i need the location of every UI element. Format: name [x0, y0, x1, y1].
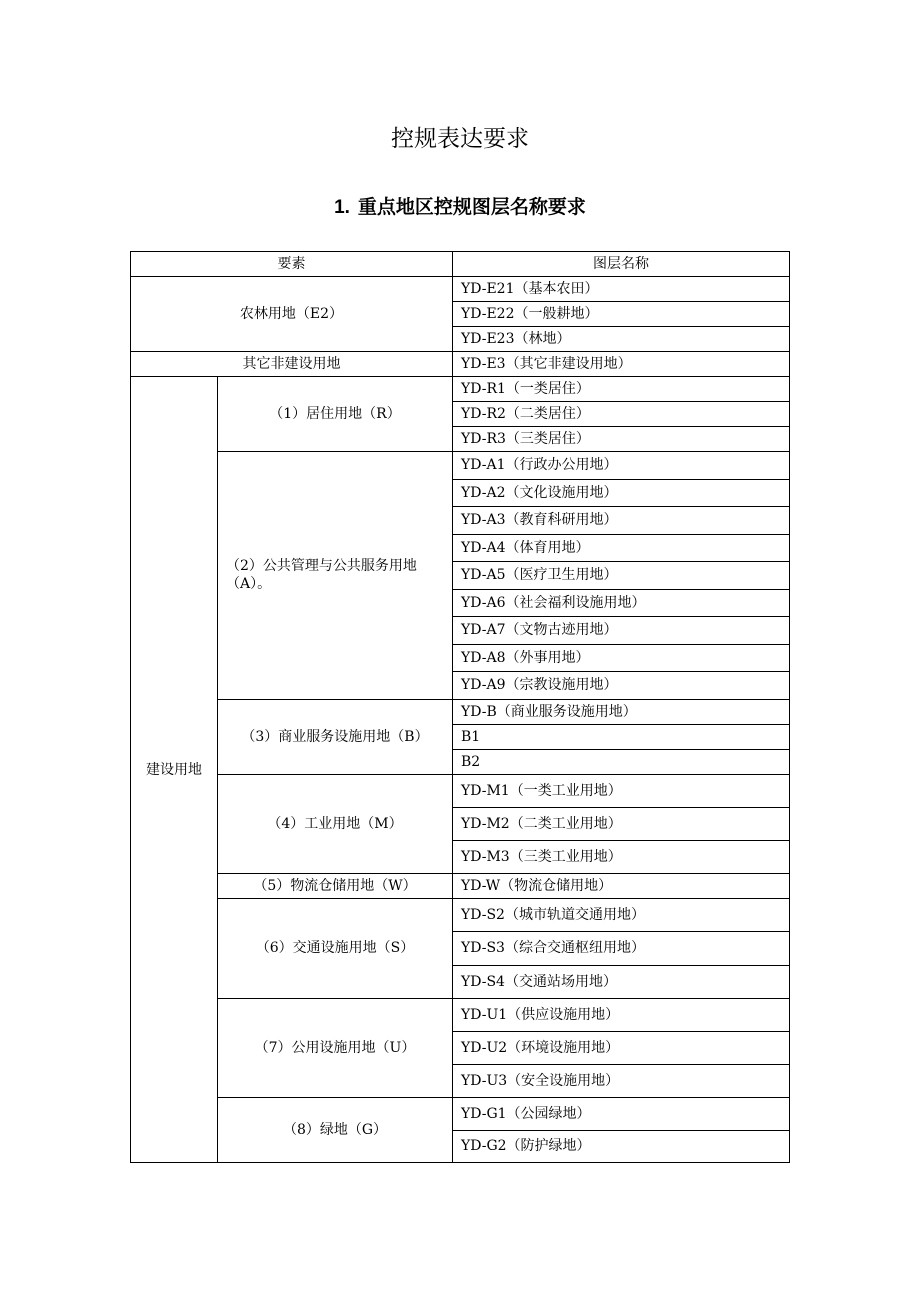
layer-name-cell: YD-W（物流仓储用地）	[453, 873, 790, 898]
subcategory-cell: （1）居住用地（R）	[218, 377, 453, 452]
subcategory-cell: （2）公共管理与公共服务用地（A）。	[218, 452, 453, 700]
layer-name-cell: YD-U1（供应设施用地）	[453, 999, 790, 1032]
header-row	[131, 252, 790, 277]
table-row	[131, 377, 790, 402]
layer-name-cell: YD-G2（防护绿地）	[453, 1130, 790, 1163]
layer-name-cell: YD-A4（体育用地）	[453, 534, 790, 562]
section-heading	[0, 192, 920, 219]
subcategory-cell: （8）绿地（G）	[218, 1098, 453, 1163]
section-title: 重点地区控规图层名称要求	[357, 196, 586, 218]
layer-name-cell: YD-S2（城市轨道交通用地）	[453, 898, 790, 932]
table-row	[131, 898, 790, 932]
subcategory-cell: （4）工业用地（M）	[218, 774, 453, 873]
layer-name-cell: YD-M2（二类工业用地）	[453, 807, 790, 840]
table-row	[131, 277, 790, 302]
page-title: 控规表达要求	[391, 126, 529, 152]
layer-name-cell: YD-A1（行政办公用地）	[453, 452, 790, 480]
layer-name-cell: YD-A2（文化设施用地）	[453, 479, 790, 507]
layer-name-cell: YD-U2（环境设施用地）	[453, 1032, 790, 1065]
subcategory-cell: （7）公用设施用地（U）	[218, 999, 453, 1098]
subcategory-cell: （5）物流仓储用地（W）	[218, 873, 453, 898]
table-row	[131, 774, 790, 807]
layer-name-cell: YD-A7（文物古迹用地）	[453, 617, 790, 645]
category-cell: 其它非建设用地	[131, 352, 453, 377]
layer-name-cell: YD-G1（公园绿地）	[453, 1098, 790, 1131]
category-cell: 农林用地（E2）	[131, 277, 453, 352]
layer-name-cell: YD-A9（宗教设施用地）	[453, 672, 790, 700]
layer-name-cell: YD-A3（教育科研用地）	[453, 507, 790, 535]
table-row	[131, 1098, 790, 1131]
table-row	[131, 873, 790, 898]
layer-name-cell: YD-A8（外事用地）	[453, 644, 790, 672]
layer-name-cell: YD-R3（三类居住）	[453, 427, 790, 452]
table-body	[131, 252, 790, 1163]
layer-name-cell: B1	[453, 724, 790, 749]
layer-name-cell: YD-M3（三类工业用地）	[453, 840, 790, 873]
header-element: 要素	[131, 252, 453, 277]
table-row	[131, 452, 790, 480]
layer-name-cell: YD-R2（二类居住）	[453, 402, 790, 427]
subcategory-cell: （3）商业服务设施用地（B）	[218, 699, 453, 774]
layer-name-cell: YD-B（商业服务设施用地）	[453, 699, 790, 724]
table-row	[131, 352, 790, 377]
layer-name-cell: YD-S3（综合交通枢纽用地）	[453, 932, 790, 966]
layer-name-cell: YD-E23（林地）	[453, 327, 790, 352]
layer-name-cell: YD-E21（基本农田）	[453, 277, 790, 302]
table-row	[131, 699, 790, 724]
layer-name-cell: YD-E3（其它非建设用地）	[453, 352, 790, 377]
layer-name-cell: B2	[453, 749, 790, 774]
category-cell: 建设用地	[131, 377, 218, 1163]
header-layer-name: 图层名称	[453, 252, 790, 277]
layer-name-cell: YD-A5（医疗卫生用地）	[453, 562, 790, 590]
layer-name-cell: YD-E22（一般耕地）	[453, 302, 790, 327]
layer-name-cell: YD-U3（安全设施用地）	[453, 1065, 790, 1098]
layer-name-table	[130, 251, 790, 1163]
section-number: 1.	[334, 197, 350, 218]
layer-name-cell: YD-M1（一类工业用地）	[453, 774, 790, 807]
layer-name-cell: YD-R1（一类居住）	[453, 377, 790, 402]
table-row	[131, 999, 790, 1032]
subcategory-cell: （6）交通设施用地（S）	[218, 898, 453, 999]
layer-name-cell: YD-S4（交通站场用地）	[453, 965, 790, 999]
layer-name-cell: YD-A6（社会福利设施用地）	[453, 589, 790, 617]
